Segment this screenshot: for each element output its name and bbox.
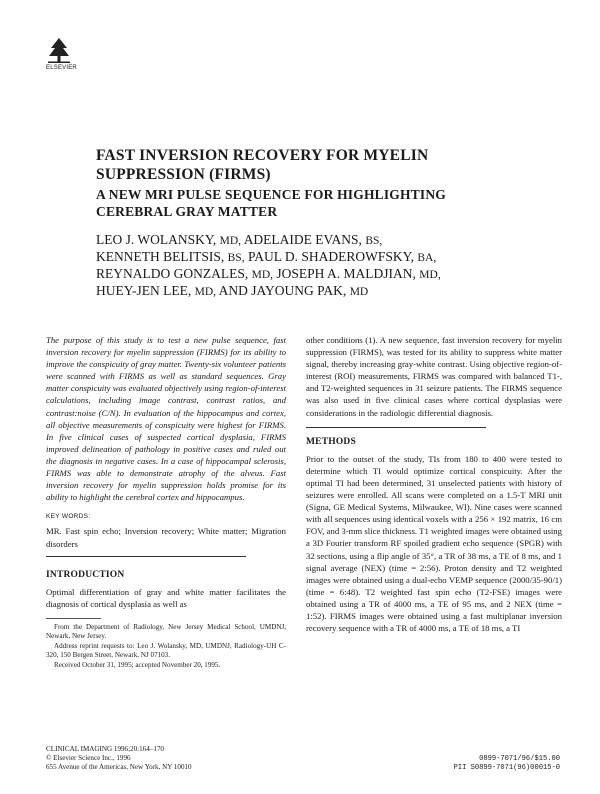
author-name: PAUL D. SHADEROWFSKY,: [247, 249, 414, 264]
article-title: [96, 146, 428, 184]
title-line-1: FAST INVERSION RECOVERY FOR MYELIN: [96, 147, 429, 164]
author-line: [96, 283, 586, 300]
publisher-logo-text: ELSEVIER: [46, 65, 77, 71]
keywords-text: MR. Fast spin echo; Inversion recovery; White matter; Migration disorders: [46, 526, 286, 549]
author-degree: BS,: [365, 235, 383, 247]
author-name: KENNETH BELITSIS,: [96, 249, 225, 264]
author-line: [96, 232, 586, 249]
abstract-text: The purpose of this study is to test a new pulse sequence, fast inversion recovery for myelin suppression (FIRMS) for its ability to improve the conspicuity of gray matter. Twenty-six volunteer patients were scanned with FIRMS as well as standard sequences. Gray matter conspicuity was evaluated objectively using region-of-interest calculations, including image contrast, contrast ratios, and contrast:noise (C/N). In evaluation of the hippocampus and cortex, all objective measurements of conspicuity were highest for FIRMS. In five clinical cases of suspected cortical dysplasia, FIRMS improved delineation of pathology in positive cases and ruled out the diagnosis in negative cases. In a case of hippocampal sclerosis, FIRMS was able to demonstrate atrophy of the alveus. Fast inversion recovery for myelin suppression holds promise for its ability to highlight the cerebral cortex and hippocampus.: [46, 335, 286, 503]
footnote-received: Received October 31, 1995; accepted November 20, 1995.: [54, 660, 221, 669]
right-column: [306, 334, 562, 634]
intro-continued-text: other conditions (1). A new sequence, fast inversion recovery for myelin suppression (FIRMS), was tested for its ability to suppress white matter signal, thereby increasing gray-white contrast. Using objective region-of-interest (ROI) measurements, FIRMS was compared with balanced T1-, and T2-weighted sequences in 31 seizure patients. The FIRMS sequence was also used in five clinical cases where cortical dysplasias were considerations in the radiologic differential diagnosis.: [306, 335, 562, 418]
footer-identifiers: [454, 755, 560, 773]
copyright-notice: © Elsevier Science Inc., 1996: [46, 754, 131, 762]
author-name: ADELAIDE EVANS,: [243, 232, 362, 247]
keywords-heading: KEY WORDS:: [46, 513, 91, 521]
footer-journal-info: [46, 745, 192, 772]
author-line: [96, 249, 586, 266]
elsevier-tree-icon: [46, 36, 72, 64]
author-line: [96, 266, 586, 283]
author-name: REYNALDO GONZALES,: [96, 266, 249, 281]
author-list: [96, 232, 586, 300]
subtitle-line-2: CEREBRAL GRAY MATTER: [96, 204, 278, 219]
methods-text: Prior to the outset of the study, TIs from 180 to 400 were tested to determine which TI would optimize cortical conspicuity. After the optimal TI had been determined, 31 unselected patients with history of seizures were enrolled. All scans were completed on a 1.5-T MRI unit (Signa, GE Medical Systems, Milwaukee, WI). Nine cases were scanned with all sequences using identical voxels with a 256 × 192 matrix, 16 cm FOV, and 3-mm slice thickness. T1 weighted images were obtained using a 3D Fourier transform RF spoiled gradient echo sequence (SPGR) with 32 sections, using a flip angle of 35°, a TR of 38 ms, a TE of 8 ms, and 1 signal average (NEX) (time = 2:56). Proton density and T2 weighted images were obtained using a dual-echo VEMP sequence (2000/35-90/1) (time = 6:48). T2 weighted fast spin echo (T2-FSE) images were obtained using a TR of 4000 ms, a TE of 95 ms, and 2 NEX (time = 1:52). FIRMS images were obtained using a fast multiplanar inversion recovery sequence with a TR of 4000 ms, a TE of 18 ms, a TI: [306, 453, 562, 634]
title-line-2: SUPPRESSION (FIRMS): [96, 166, 271, 183]
author-name: LEO J. WOLANSKY,: [96, 232, 217, 247]
author-degree: MD,: [194, 286, 217, 298]
left-column: [46, 334, 286, 670]
author-degree: MD,: [219, 235, 242, 247]
author-degree: BS,: [227, 252, 245, 264]
publisher-address: 655 Avenue of the Americas, New York, NY 10010: [46, 763, 192, 771]
author-name: JOSEPH A. MALDJIAN,: [276, 266, 416, 281]
footnote-divider: [46, 618, 101, 619]
author-name: AND JAYOUNG PAK,: [218, 283, 347, 298]
methods-heading: METHODS: [306, 436, 356, 447]
footnote-affiliation: From the Department of Radiology, New Jersey Medical School, UMDNJ, Newark, New Jersey.: [46, 622, 286, 641]
elsevier-logo: [46, 36, 76, 71]
author-degree: BA,: [417, 252, 437, 264]
author-degree: MD,: [251, 269, 274, 281]
author-degree: MD,: [419, 269, 441, 281]
introduction-text: Optimal differentiation of gray and white matter facilitates the diagnosis of cortical dysplasia as well as: [46, 586, 286, 609]
issn-price: 0899-7071/96/$15.00: [479, 755, 560, 763]
article-subtitle: [96, 186, 446, 220]
footnote-address: Address reprint requests to: Leo J. Wolansky, MD, UMDNJ, Radiology-UH C-320, 150 Bergen Street, Newark, NJ 07103.: [46, 641, 286, 660]
subtitle-line-1: A NEW MRI PULSE SEQUENCE FOR HIGHLIGHTING: [96, 187, 447, 202]
author-name: HUEY-JEN LEE,: [96, 283, 192, 298]
author-degree: MD: [349, 286, 369, 298]
section-divider: [306, 427, 486, 428]
journal-citation: CLINICAL IMAGING 1996;20:164–170: [46, 745, 164, 753]
introduction-heading: INTRODUCTION: [46, 569, 125, 580]
pii-code: PII S0899-7071(96)00015-0: [453, 764, 560, 772]
section-divider: [46, 556, 246, 557]
